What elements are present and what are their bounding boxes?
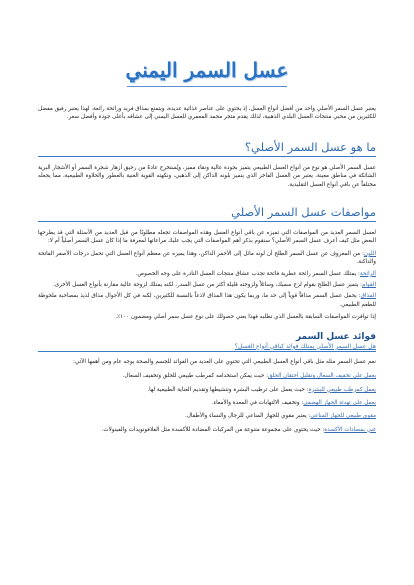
spec-text: : يتميز عسل الطلح بقوام لزج سميك، وسائلاً ولزوجته قليلة أكثر من عسل السدر، لكنه يمتلك لزوجة عالية مقارنة بأنواع العسل الأخرى. <box>53 282 362 289</box>
benefit-term: يعمل على تهدئة الجهاز الهضمي <box>303 399 376 406</box>
spec-text: : يحمل عسل السمر مذاقاً قوياً إلى حد ما، وربما يكون هذا المذاق لاذعاً بالنسبة للكثيرين، لكنه في كل الأحوال مذاق لذيذ بمصاحبة ملحوظة للطعم الطبيعي. <box>38 293 376 308</box>
spec-item-taste <box>38 292 376 309</box>
section-specs-body: لعسل السمر العديد من المواصفات التي تميزه عن باقي أنواع العسل وهذه المواصفات تجعله مطلوبًا من قبل العديد من الأسئلة التي قد يطرحها البعض مثل كيف أعرف عسل السمر الأصلي؟ سنقوم بذكر أهم المواصفات التي يجب عليك مراعاتها لمعرفة ما إذا كان عسل السمر أصلياً أم لا: <box>38 230 376 245</box>
intro-paragraph: يعتبر عسل السمر الأصلي واحد من أفضل أنواع العسل، إذ يحتوي على عناصر غذائية عديدة، ويتمتع بمذاق فريد ورائحة رائعة. لهذا يعتبر رفيق مفضل للكثيرين من محبي منتجات العسل البلدي الذهبية، لذلك يقدم متجر محمد المعمري للعسل اليمني إلى عشاقه بأعلى جودة وأفضل سعر. <box>38 106 376 121</box>
benefit-item <box>38 412 376 420</box>
title-underline <box>127 86 287 87</box>
benefit-item <box>38 426 376 434</box>
benefit-text: : حيث يمكن استخدامه كمرطب طبيعي للحلق وتخفيف السعال. <box>122 373 268 380</box>
benefits-intro: نعم عسل السمر مثله مثل باقي أنواع العسل الطبيعي التي تحتوي على العديد من الفوائد للجسم والصحة بوجه عام ومن أهمها الآتي: <box>73 358 376 365</box>
benefit-item <box>38 399 376 407</box>
section-heading-what-is: ما هو عسل السمر الأصلي؟ <box>38 140 376 157</box>
benefits-subheading: هل عسل السمر الأصلي يمتلك فوائد كباقي أنواع العسل؟ <box>234 342 376 350</box>
benefits-list <box>38 372 376 434</box>
spec-item-texture <box>38 281 376 289</box>
specs-conclusion: إذا توافرت المواصفات السابقة بالعسل الذي تطلبه فهذا يعني حصولك على نوع عسل سمر أصلي ومضمون ١٠٠٪. <box>115 314 376 321</box>
spec-text: : من المعروف عن عسل السمر الطلح أن لونه مائل إلى الأحمر الداكن، وهذا يميزه عن معظم أنواع العسل التي تحمل درجات الأصفر الفاتحة والداكنة. <box>38 250 376 266</box>
spec-term: القوام <box>362 282 376 289</box>
benefit-term: مقوي طبيعي للجهاز المناعي <box>310 413 376 420</box>
spec-item-color <box>38 250 376 267</box>
page-title: عسل السمر اليمني <box>125 58 289 82</box>
benefit-term: يعمل على تخفيف السعال وتقليل احتقان الحلق <box>267 373 376 380</box>
spec-text: : يمتلك عسل السمر رائحة عطرية فائحة تجذب عشاق منتجات العسل النادرة على وجه الخصوص. <box>135 270 360 277</box>
section-heading-benefits: فوائد عسل السمر <box>295 331 376 342</box>
spec-term: الرائحة <box>359 270 376 277</box>
benefits-divider <box>38 351 376 352</box>
specs-list <box>38 250 376 309</box>
spec-term: اللون <box>363 250 376 257</box>
benefit-text: : وتخفيف الالتهابات في المعدة والأمعاء. <box>211 399 304 406</box>
benefit-text: : يعتبر مقوي للجهاز المناعي للرجال والنساء والأطفال. <box>185 413 311 420</box>
benefit-item <box>38 372 376 380</box>
spec-item-smell <box>38 270 376 278</box>
spec-term: المذاق <box>360 293 376 300</box>
benefit-text: : حيث يعمل على ترطيب البشرة وتنشيطها وتقديم العناية الطبيعية لها. <box>147 386 309 393</box>
section-what-is-body: عسل السمر الأصلي هو نوع من أنواع العسل الطبيعي يتميز بجودة عالية ونقاء مميز، ويُستخرج عادةً من رحيق أزهار شجرة السمر أو الأشجار البرية الشائكة في مناطق معينة، يعتبر من العسل الفاخر الذي يتميز بلونه الداكن إلى الذهبي، ونكهته القوية الغنية بالعطور والحلاوة الطبيعية، مما يجعله مختلفاً عن باقي أنواع العسل التقليدية. <box>38 164 376 188</box>
benefit-term: يعمل كمرطب طبيعي للبشرة <box>308 386 376 393</box>
section-heading-specs: مواصفات عسل السمر الأصلي <box>38 205 376 222</box>
benefit-item <box>38 386 376 394</box>
benefit-term: غني بمضادات الأكسدة <box>324 426 376 433</box>
benefit-text: : حيث يحتوي على مجموعة متنوعة من المركبات المضادة للأكسدة مثل الفلافونويدات والفينولات. <box>101 426 325 433</box>
